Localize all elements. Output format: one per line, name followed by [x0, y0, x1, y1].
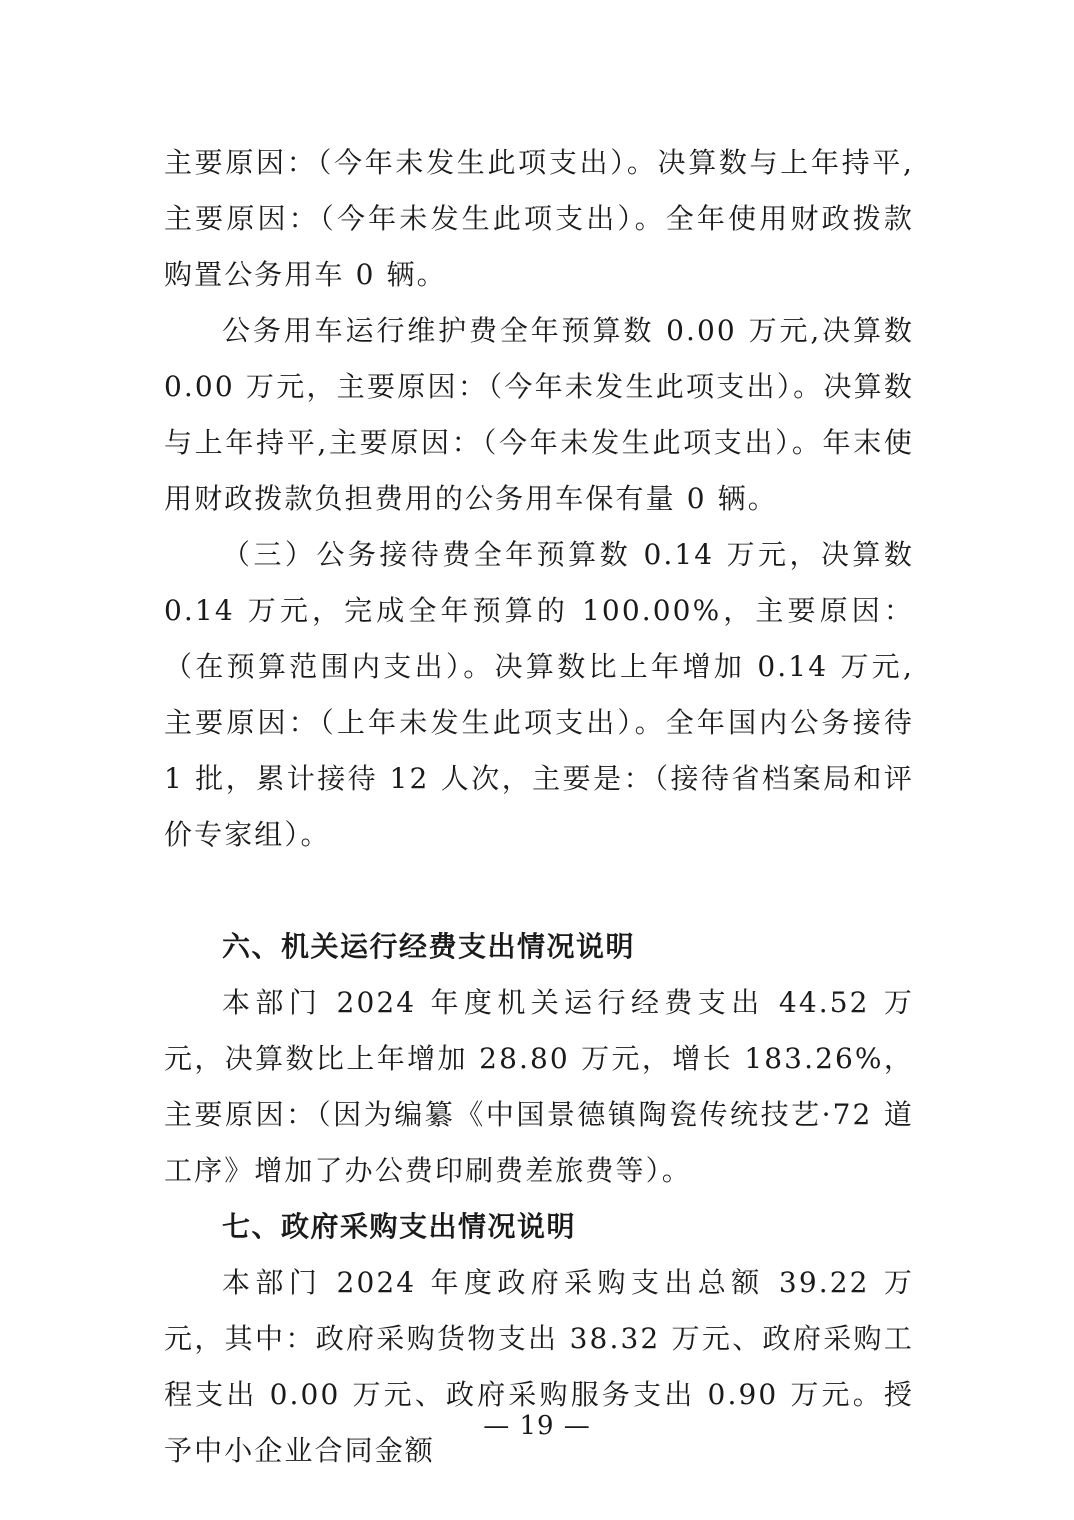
- paragraph-operating-expenses: 本部门 2024 年度机关运行经费支出 44.52 万元，决算数比上年增加 28.80 万元，增长 183.26%，主要原因：（因为编纂《中国景德镇陶瓷传统技艺·72 道工序》增加了办公费印刷费差旅费等）。: [164, 986, 914, 1187]
- section-heading-government-procurement: 七、政府采购支出情况说明: [222, 1210, 577, 1243]
- paragraph-government-procurement: 本部门 2024 年度政府采购支出总额 39.22 万元，其中：政府采购货物支出 38.32 万元、政府采购工程支出 0.00 万元、政府采购服务支出 0.90 万元。授予中小企业合同金额: [164, 1266, 914, 1467]
- section-heading-operating-expenses: 六、机关运行经费支出情况说明: [222, 930, 636, 963]
- paragraph-vehicle-purchase-continued: 主要原因：（今年未发生此项支出）。决算数与上年持平,主要原因：（今年未发生此项支出）。全年使用财政拨款购置公务用车 0 辆。: [164, 146, 914, 291]
- page-content: [164, 135, 914, 1479]
- paragraph-reception-fees: （三）公务接待费全年预算数 0.14 万元，决算数 0.14 万元，完成全年预算的 100.00%，主要原因：（在预算范围内支出）。决算数比上年增加 0.14 万元,主要原因：（上年未发生此项支出）。全年国内公务接待 1 批，累计接待 12 人次，主要是：（接待省档案局和评价专家组）。: [164, 538, 914, 851]
- section-spacer: [164, 863, 914, 919]
- page-number: — 19 —: [483, 1411, 591, 1441]
- paragraph-vehicle-maintenance: 公务用车运行维护费全年预算数 0.00 万元,决算数 0.00 万元，主要原因：（今年未发生此项支出）。决算数与上年持平,主要原因：（今年未发生此项支出）。年末使用财政拨款负担费用的公务用车保有量 0 辆。: [164, 314, 914, 515]
